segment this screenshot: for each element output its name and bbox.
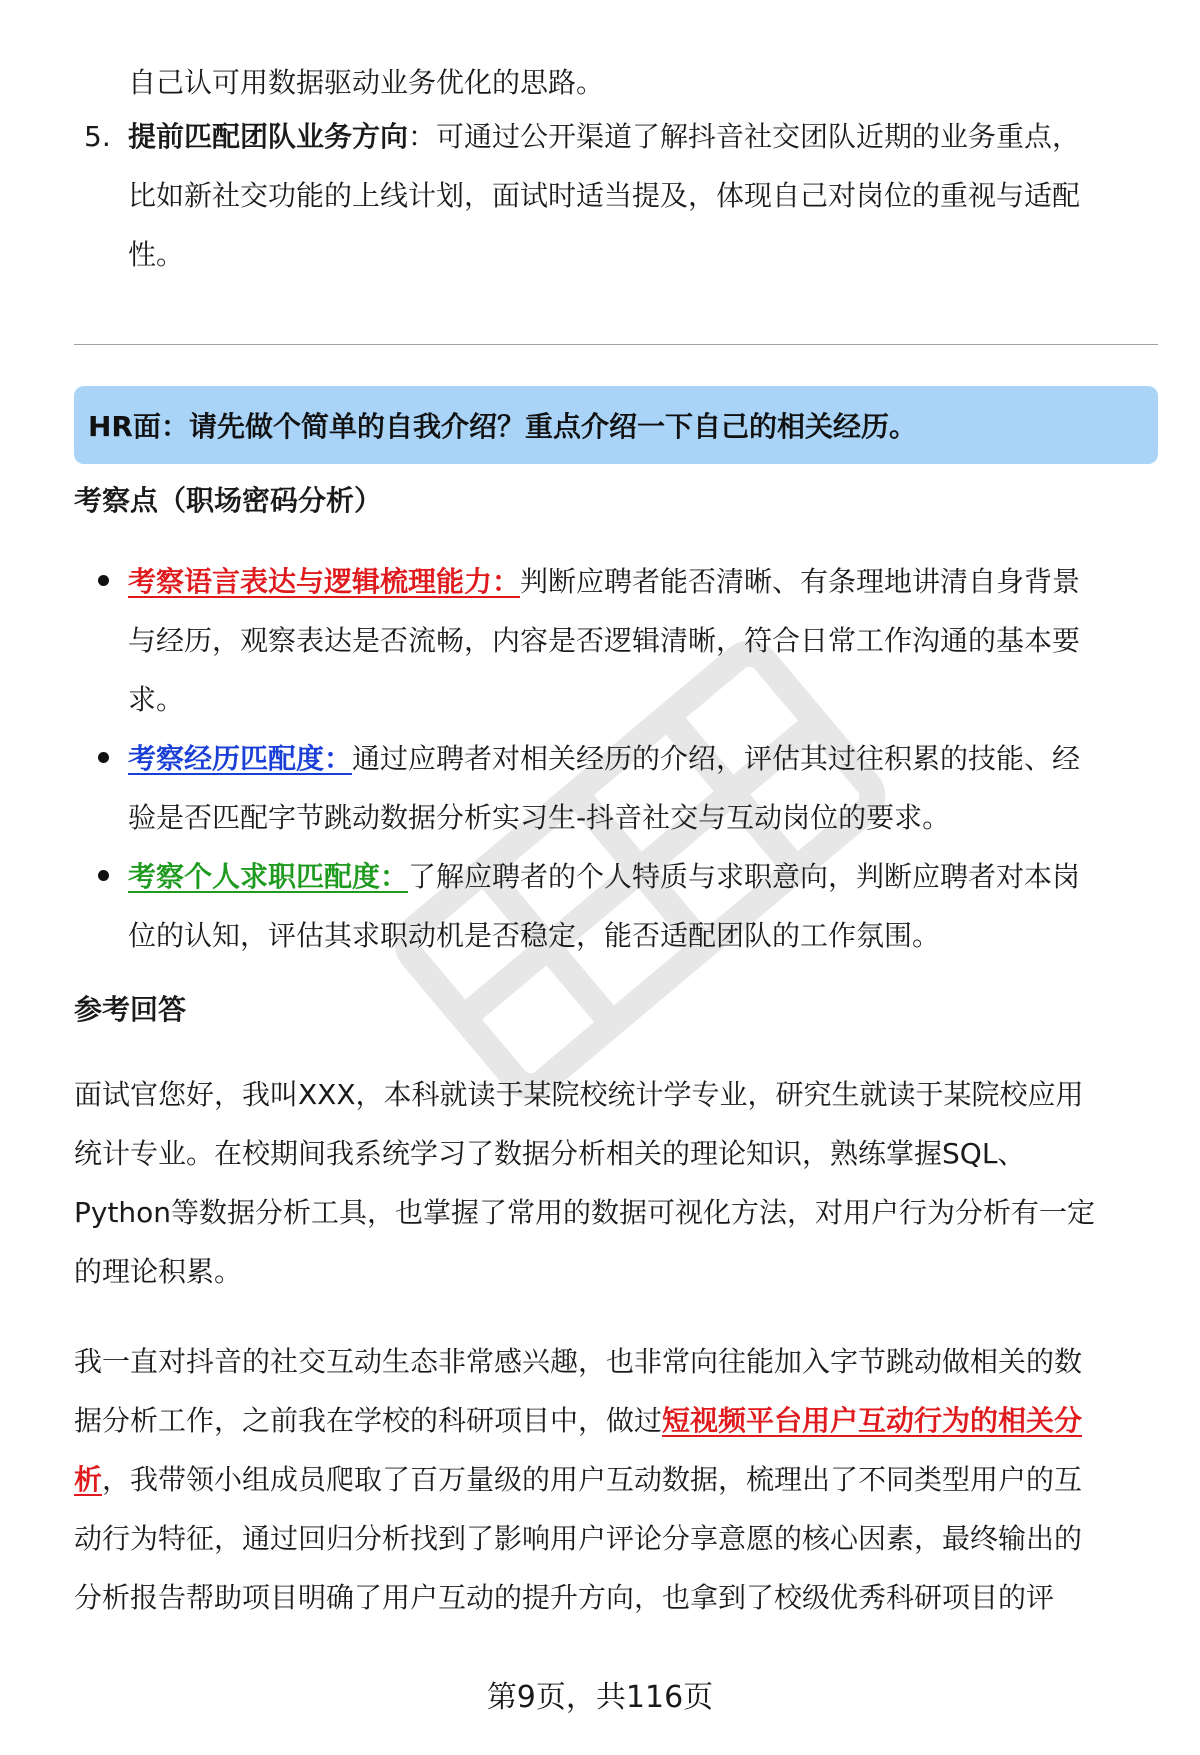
para2-highlight-end: 析	[74, 1463, 103, 1496]
list-item-5	[128, 107, 1158, 166]
bullet-2-line2: 验是否匹配字节跳动数据分析实习生-抖音社交与互动岗位的要求。	[128, 801, 951, 834]
list-number-5: 5.	[84, 120, 111, 153]
bullet-3-line1	[128, 847, 1158, 906]
bullet-1-line3: 求。	[128, 683, 185, 716]
bullet-3-keyword: 考察个人求职匹配度：	[128, 860, 409, 893]
question-text: HR面：请先做个简单的自我介绍？重点介绍一下自己的相关经历。	[88, 410, 917, 443]
answer-para2-line1: 我一直对抖音的社交互动生态非常感兴趣，也非常向往能加入字节跳动做相关的数	[74, 1345, 1083, 1378]
bullet-1-keyword: 考察语言表达与逻辑梳理能力：	[128, 565, 521, 598]
item-5-line1: 可通过公开渠道了解抖音社交团队近期的业务重点，	[436, 120, 1081, 153]
bullet-1-line2: 与经历，观察表达是否流畅，内容是否逻辑清晰，符合日常工作沟通的基本要	[128, 624, 1081, 657]
answer-para2-line4: 动行为特征，通过回归分析找到了影响用户评论分享意愿的核心因素，最终输出的	[74, 1522, 1083, 1555]
item-5-sep: ：	[408, 120, 437, 153]
bullet-2-line1	[128, 729, 1158, 788]
analysis-heading: 考察点（职场密码分析）	[74, 484, 383, 517]
answer-para2-line5: 分析报告帮助项目明确了用户互动的提升方向，也拿到了校级优秀科研项目的评	[74, 1581, 1055, 1614]
bullet-1-text: 判断应聘者能否清晰、有条理地讲清自身背景	[520, 565, 1081, 598]
item-5-line3: 性。	[128, 238, 185, 271]
bullet-3-text: 了解应聘者的个人特质与求职意向，判断应聘者对本岗	[408, 860, 1081, 893]
answer-para1-line1: 面试官您好，我叫XXX，本科就读于某院校统计学专业，研究生就读于某院校应用	[74, 1078, 1084, 1111]
item-5-line2: 比如新社交功能的上线计划，面试时适当提及，体现自己对岗位的重视与适配	[128, 179, 1081, 212]
answer-para2-line3	[74, 1450, 1159, 1509]
answer-heading: 参考回答	[74, 993, 187, 1026]
para2-line2-pre: 据分析工作，之前我在学校的科研项目中，做过	[74, 1404, 663, 1437]
bullet-2-text: 通过应聘者对相关经历的介绍，评估其过往积累的技能、经	[352, 742, 1081, 775]
bullet-1-line1	[128, 552, 1158, 611]
section-divider	[74, 344, 1158, 345]
answer-para1-line4: 的理论积累。	[74, 1255, 243, 1288]
bullet-3-line2: 位的认知，评估其求职动机是否稳定，能否适配团队的工作氛围。	[128, 919, 941, 952]
answer-para2-line2	[74, 1391, 1159, 1450]
question-box	[74, 386, 1158, 464]
page-footer: 第9页，共116页	[486, 1680, 714, 1715]
bullet-dot	[98, 575, 109, 586]
item-5-title: 提前匹配团队业务方向	[128, 120, 409, 153]
answer-para1-line2: 统计专业。在校期间我系统学习了数据分析相关的理论知识，熟练掌握SQL、	[74, 1137, 1026, 1170]
para2-line3-post: ，我带领小组成员爬取了百万量级的用户互动数据，梳理出了不同类型用户的互	[102, 1463, 1083, 1496]
answer-para1-line3: Python等数据分析工具，也掌握了常用的数据可视化方法，对用户行为分析有一定	[74, 1196, 1096, 1229]
continuation-text: 自己认可用数据驱动业务优化的思路。	[128, 66, 605, 99]
bullet-dot	[98, 870, 109, 881]
bullet-2-keyword: 考察经历匹配度：	[128, 742, 353, 775]
para2-highlight: 短视频平台用户互动行为的相关分	[662, 1404, 1083, 1437]
bullet-dot	[98, 752, 109, 763]
